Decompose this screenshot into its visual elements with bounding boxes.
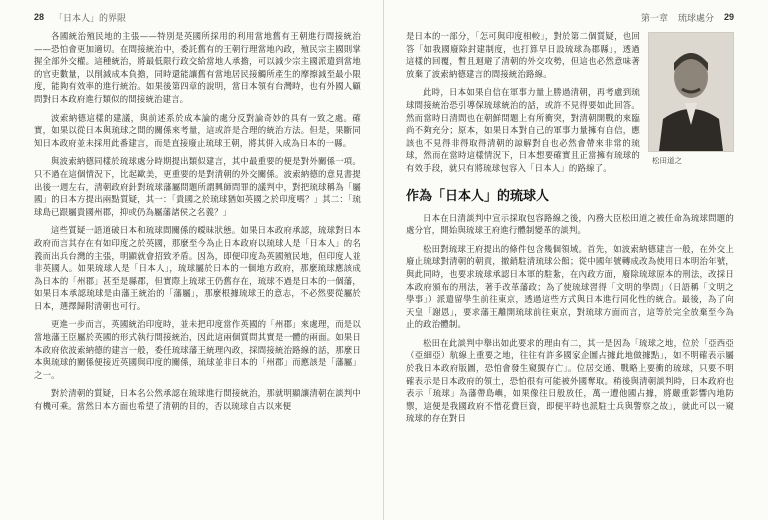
- left-body-text: [34, 30, 361, 413]
- paragraph: 是日本的一部分，「怎可與印度相較」，對於第二個質疑，也回答「如我國廢除封建制度，也打算早日設琉球為郡縣」，透過這樣的回覆，暫且迴避了清朝的外交攻勢，但這也必然意味著放棄了波索納德建言的間接統治路線。: [406, 31, 640, 79]
- paragraph: 對於清朝的質疑，日本名公然承認在琉球進行間接統治，那就明顯讓清朝在談判中有機可乘。當然日本方面也希望了清朝的目的，否以琉球自古以來便: [34, 388, 361, 412]
- paragraph: 松田在此談判中舉出如此要求的理由有二，其一是因為「琉球之地，位於「亞西亞（亞細亞）航線上重要之地，往往有許多國家企圖占據此地做據點」，如不明確表示屬於我日本政府版圖，恐怕會發生窺覬存亡」。位居交通、戰略上要衝的琉球，只要不明確表示是日本政府的領土，恐怕很有可能被外國奪取。稍後與清朝談判時，日本政府也表示「琉球」為藩帶島嶼，如果像往日般放任，萬一遭他國占據，將嚴重影響內地防禦，這便是我國政府不惜花費巨資，即便平時也派駐士兵與警察之故」，就此可以一窺琉球的存在對日: [406, 337, 734, 424]
- paragraph: 日本在日清談判中宣示採取包容路線之後，內務大臣松田道之被任命為琉球問題的處分官，開始與琉球王府進行體制變革的談判。: [406, 212, 734, 236]
- chapter-title: 琉球處分: [677, 13, 714, 24]
- left-running-head: [0, 10, 383, 24]
- section-heading: 作為「日本人」的琉球人: [406, 188, 550, 204]
- right-running-head: [384, 10, 768, 24]
- right-page-number: 29: [723, 12, 734, 22]
- paragraph: 此時，日本如果自信在軍事力量上勝過清朝，再考慮到琉球間接統治恐引導保琉球統治的話，或許不見得要如此回答。然而當時日清間也在朝鮮問題上有所衝突，對清朝開戰的來臨尚不夠充分；原本，如果日本對自己的軍事力量擁有自信，應該也不見得非得取得清朝的諒解對自也必然會帶來非常的琉球，然而在當時這樣情況下，日本想要確實且正當擁有琉球的有效手段，就只有將琉球包容入「日本人」的路線了。: [406, 87, 640, 173]
- paragraph: 更進一步而言，英國統治印度時，並未把印度當作英國的「州郡」來處理，而是以當地藩王臣屬於英國的形式執行間接統治，因此這兩個質問其實是一體的兩面。如果日本政府依波索納德的建言一般，委任琉球藩王統理內政，採間接統治路線的話，那麼日本與琉球的關係便接近英國與印度的關係，琉球並非日本的「州郡」而應該是「藩屬」之一。: [34, 319, 361, 380]
- portrait-photo: [648, 32, 734, 152]
- paragraph: 各國統治殖民地的主張——特別是英國所採用的利用當地舊有王朝進行間接統治——恐怕會更加適切。在間接統治中，委託舊有的王朝行理當地內政，殖民宗主國則掌握全部外交權。這種統治，將最低限行政交給當地人承擔，可以減少宗主國派遣到當地的官吏數量，以削減成本負擔，同時還能讓舊有當地居民接觸所產生的摩擦減至最小限度，能夠有效率的進行統治。如果後第四章的說明，當日本領有台灣時，也有外國人顧問對日本政府進行類似的間接統治建言。: [34, 31, 361, 104]
- left-page-number: 28: [34, 12, 45, 22]
- right-page: [384, 0, 768, 520]
- paragraph: 波索納德這樣的建議，與前述系於成本論的處分反對論奇妙的具有一致之處。確實，如果以從日本與琉球之間的關係來考量，這或許是合理的統治方法。但是，果斷同知日本政府並未採用此番建言，而是直接廢止琉球王朝，將其併入成為日本的一縣。: [34, 112, 361, 148]
- paragraph: 這些質疑一語道破日本和琉球間關係的曖昧狀態。如果日本政府承認，琉球對日本政府而言其存在有如印度之於英國，那麼至今為止日本政府以琉球人是「日本人」的名義而出兵台灣的主張，明顯就會招致矛盾。因為，即便印度為英國殖民地，但印度人並非英國人。如果琉球人是「日本人」，琉球屬於日本的一個地方政府，那麼琉球應該成為日本的「州郡」甚至是縣郡，但實際上琉球王仍舊存在，琉球不過是日本的一個藩，如果日本承認琉球是由藩王統治的「藩屬」，那麼根據琉球王的意志，不必然要從屬於日本，選擇歸附清朝也可行。: [34, 225, 361, 311]
- chapter-label: 第一章: [640, 13, 668, 24]
- left-running-title: 「日本人」的界限: [54, 13, 127, 24]
- portrait-figure: [648, 32, 734, 166]
- paragraph: 松田對琉球王府提出的條件包含幾個領域。首先，如波索納德建言一般，在外交上廢止琉球對清朝的朝貢，撤銷駐清琉球公館；從中國年號轉成改為使用日本明治年號，與此同時，也要求琉球承認日本軍的駐紮，在內政方面，廢除琉球原本的刑法，改採日本政府頒布的刑法，著手改革藩政；為了使琉球習得「文明的學問」（日語稱「文明之學事」）派遣留學生前往東京，透過這些方式與日本進行同化性的統合。最後，為了向天皇「謝恩」，要求藩王離開琉球前往東京，對琉球方面而言，這等於完全放棄至今為止的政治體制。: [406, 243, 734, 330]
- paragraph: 與波索納德同樣於琉球處分時期提出類似建言，其中最重要的便是對外關係一項。只不過在這個情況下，比起歐美，更重要的是對清朝的外交關係。波索納德的意見書提出後一週左右，清朝政府針對琉球藩屬問題所謂興師問罪的議判中，對把琉球稱為「屬國」的日本方提出兩點質疑，其一：「貴國之於琉球猶如英國之於印度嗎？」其二：「琉球島已跟屬貴國州郡，抑或仍為屬藩諸侯之名義？」: [34, 156, 361, 217]
- portrait-caption: 松田道之: [652, 156, 682, 165]
